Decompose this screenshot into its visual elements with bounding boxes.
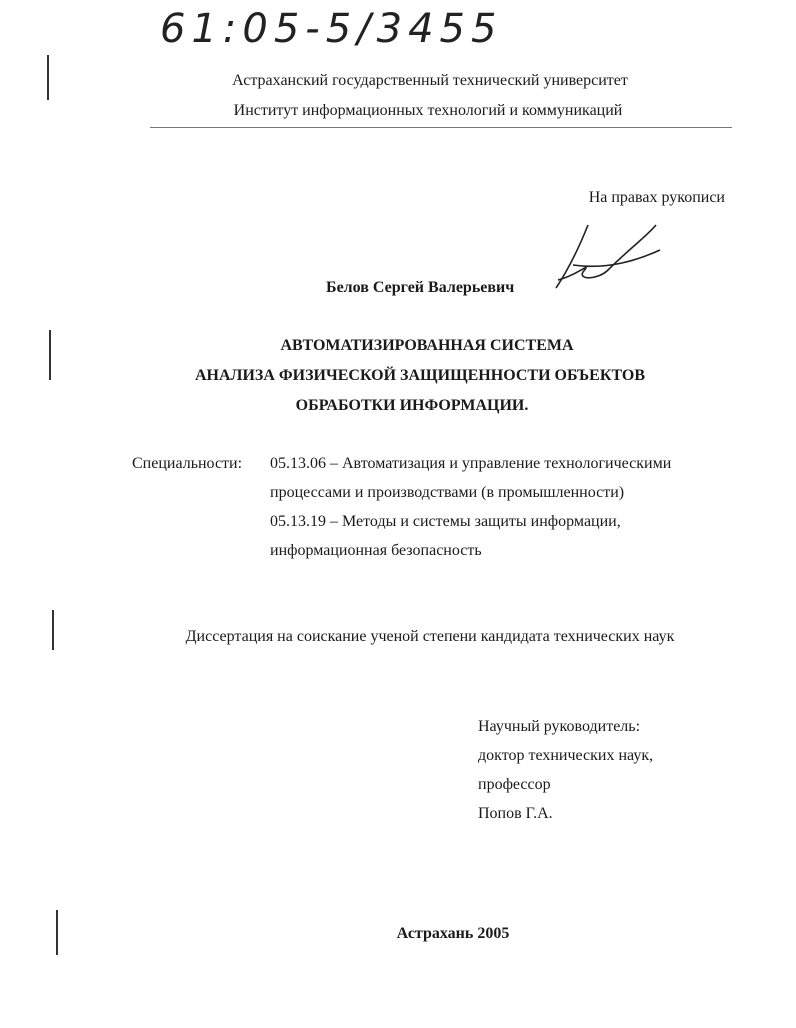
scan-mark [56, 910, 58, 955]
specialty-line: информационная безопасность [270, 542, 482, 559]
scan-mark [49, 330, 51, 380]
specialty-line: 05.13.19 – Методы и системы защиты информации, [270, 513, 621, 530]
handwritten-catalog-number: 61:05-5/3455 [160, 6, 503, 52]
dissertation-statement: Диссертация на соискание ученой степени кандидата технических наук [185, 628, 675, 645]
city-year: Астрахань 2005 [396, 925, 510, 942]
header-divider [150, 127, 732, 128]
scan-mark [47, 55, 49, 100]
specialties-label: Специальности: [132, 455, 243, 472]
title-line-1: АВТОМАТИЗИРОВАННАЯ СИСТЕМА [280, 337, 574, 354]
supervisor-title: профессор [478, 776, 551, 793]
signature [548, 220, 663, 295]
manuscript-rights-note: На правах рукописи [588, 189, 725, 206]
author-name: Белов Сергей Валерьевич [326, 279, 515, 296]
title-line-2: АНАЛИЗА ФИЗИЧЕСКОЙ ЗАЩИЩЕННОСТИ ОБЪЕКТОВ [194, 367, 646, 384]
institute-name: Институт информационных технологий и коммуникаций [233, 102, 623, 119]
supervisor-degree: доктор технических наук, [478, 747, 654, 764]
specialty-line: 05.13.06 – Автоматизация и управление технологическими [270, 455, 672, 472]
university-name: Астраханский государственный технический университет [232, 72, 628, 89]
scan-mark [52, 610, 54, 650]
supervisor-name: Попов Г.А. [478, 805, 553, 822]
specialty-line: процессами и производствами (в промышленности) [270, 484, 625, 501]
supervisor-label: Научный руководитель: [478, 718, 641, 735]
title-line-3: ОБРАБОТКИ ИНФОРМАЦИИ. [295, 397, 529, 414]
